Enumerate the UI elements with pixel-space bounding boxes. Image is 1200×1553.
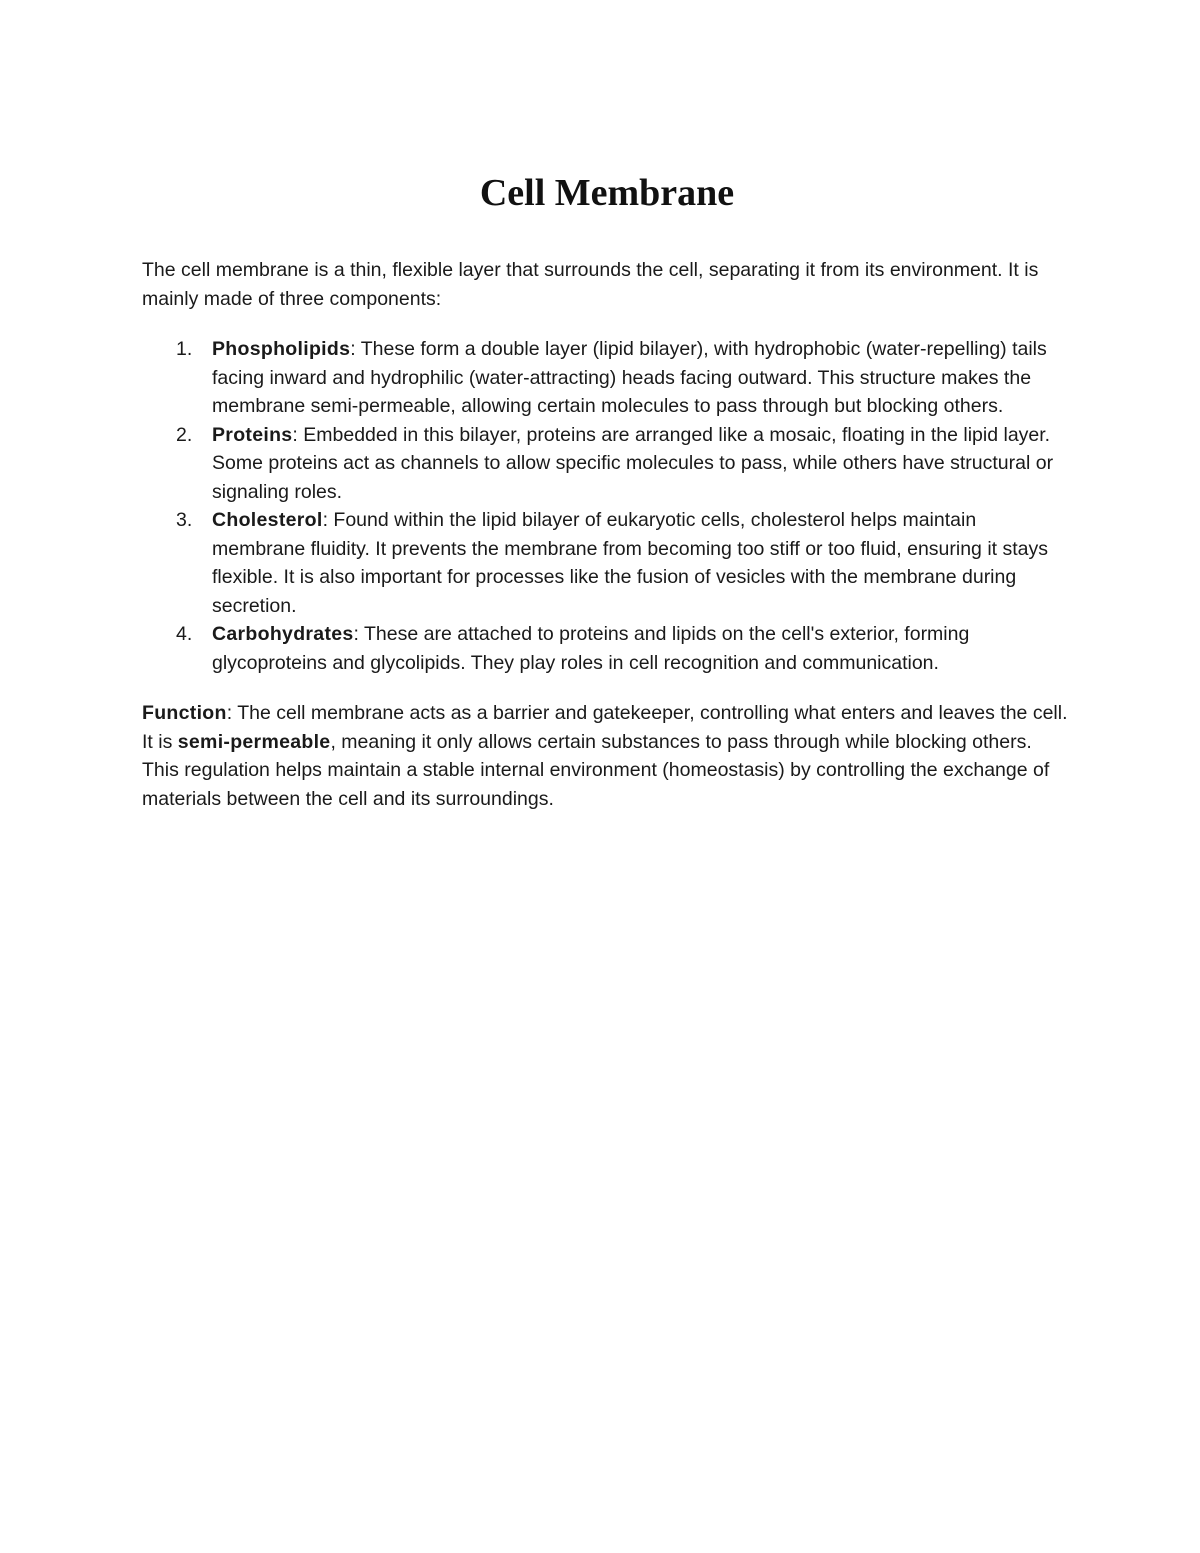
list-item-text: : These are attached to proteins and lipids on the cell's exterior, forming glycoproteins and glycolipids. They play roles in cell recognition and communication. bbox=[212, 623, 970, 674]
list-item-cholesterol bbox=[142, 506, 1072, 620]
intro-paragraph: The cell membrane is a thin, flexible layer that surrounds the cell, separating it from its environment. It is mainly made of three components: bbox=[142, 259, 1039, 310]
list-number: 3. bbox=[176, 509, 193, 531]
term-proteins: Proteins bbox=[212, 423, 293, 446]
document-body bbox=[142, 168, 1072, 813]
function-text-after: , meaning it only allows certain substances to pass through while blocking others. This regulation helps maintain a stable internal environment (homeostasis) by controlling the exchange of materials between the cell and its surroundings. bbox=[142, 730, 1050, 810]
list-number: 2. bbox=[176, 423, 193, 446]
components-list bbox=[142, 335, 1072, 677]
function-term: Function bbox=[142, 702, 227, 724]
list-item-text: : Found within the lipid bilayer of eukaryotic cells, cholesterol helps maintain membrane fluidity. It prevents the membrane from becoming too stiff or too fluid, ensuring it stays flexible. It is also important for processes like the fusion of vesicles with the membrane during secretion. bbox=[212, 509, 1048, 617]
list-item-text: : Embedded in this bilayer, proteins are arranged like a mosaic, floating in the lipid layer. Some proteins act as channels to allow specific molecules to pass, while others have structural or signaling roles. bbox=[212, 423, 1054, 503]
list-item-text: : These form a double layer (lipid bilayer), with hydrophobic (water-repelling) tails facing inward and hydrophilic (water-attracting) heads facing outward. This structure makes the membrane semi-permeable, allowing certain molecules to pass through but blocking others. bbox=[212, 338, 1047, 417]
list-item-proteins bbox=[142, 421, 1072, 507]
term-carbohydrates: Carbohydrates bbox=[212, 623, 354, 645]
term-phospholipids: Phospholipids bbox=[212, 338, 351, 360]
term-cholesterol: Cholesterol bbox=[212, 509, 323, 531]
list-number: 4. bbox=[176, 623, 193, 645]
function-text-before: : The cell membrane acts as a barrier and gatekeeper, controlling what enters and leaves the cell. It is bbox=[142, 702, 1068, 753]
page-title: Cell Membrane bbox=[479, 172, 735, 214]
list-item-phospholipids bbox=[142, 335, 1072, 421]
list-item-carbohydrates bbox=[142, 620, 1072, 677]
function-paragraph bbox=[142, 699, 1072, 813]
semi-permeable-emphasis: semi-permeable bbox=[177, 730, 331, 753]
list-number: 1. bbox=[176, 338, 193, 360]
